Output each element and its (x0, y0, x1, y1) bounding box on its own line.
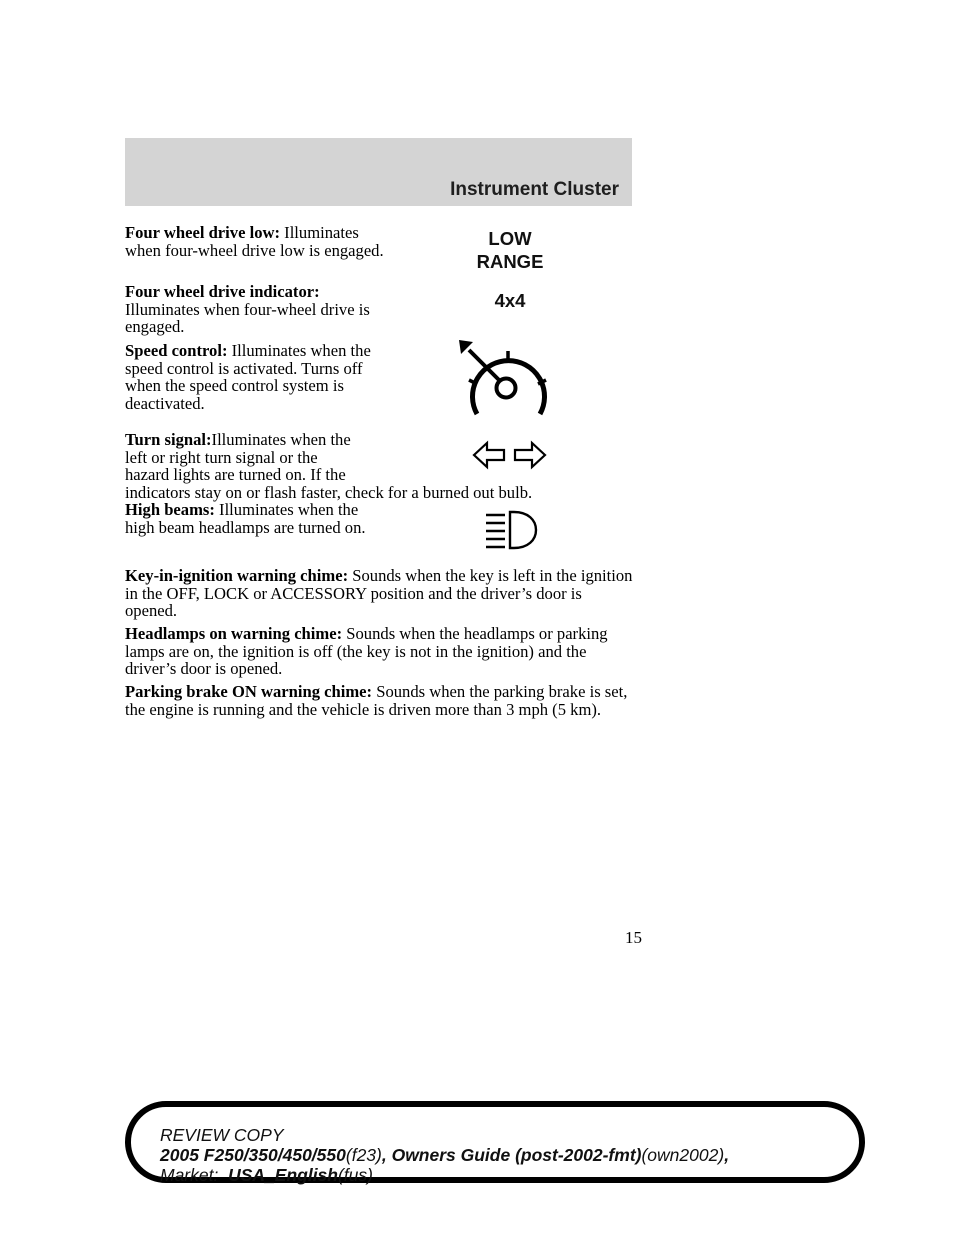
entry-four-wheel-drive-low (125, 224, 387, 259)
low-range-lamp-line2: RANGE (476, 251, 544, 272)
entry-text: Illuminates when four-wheel drive low is engaged. (125, 223, 384, 260)
entry-term: Speed control: (125, 341, 228, 360)
entry-term: Parking brake ON warning chime: (125, 682, 373, 701)
entry-text-line3: hazard lights are turned on. If the (125, 465, 346, 484)
entry-headlamps-on-chime (125, 625, 635, 678)
section-title: Instrument Cluster (450, 179, 619, 200)
right-arrow-icon (515, 443, 545, 467)
entry-text: Illuminates when four-wheel drive is engaged. (125, 299, 370, 336)
entry-text: Sounds when the headlamps or parking lamps are on, the ignition is off (the key is not in the ignition) and the driver’s door is opened. (125, 624, 608, 678)
high-beam-icon (484, 510, 540, 550)
entry-text: Sounds when the key is left in the ignition in the OFF, LOCK or ACCESSORY position and the driver’s door is opened. (125, 566, 633, 620)
footer-model-line (160, 1145, 729, 1165)
low-range-lamp (455, 227, 565, 273)
entry-text-line2: left or right turn signal or the (125, 447, 318, 467)
footer-trailing-comma: , (724, 1145, 730, 1165)
footer-market-label: Market: (160, 1165, 219, 1185)
footer-guide: , Owners Guide (post-2002-fmt) (381, 1145, 642, 1165)
entry-turn-signal (125, 431, 635, 501)
footer-review-copy: REVIEW COPY (160, 1125, 284, 1145)
low-range-lamp-line1: LOW (488, 228, 532, 249)
entry-term: Four wheel drive indicator: (125, 282, 320, 301)
left-arrow-icon (474, 443, 504, 467)
footer-market-code: (fus) (337, 1165, 373, 1185)
section-header-band (125, 138, 632, 206)
entry-text-line1: Illuminates when the (211, 430, 351, 449)
entry-term: Headlamps on warning chime: (125, 624, 343, 643)
review-copy-footer (160, 1125, 729, 1185)
footer-model: 2005 F250/350/450/550 (160, 1145, 346, 1165)
footer-market-line (160, 1165, 729, 1185)
four-by-four-lamp-text: 4x4 (494, 290, 526, 311)
entry-speed-control (125, 342, 387, 412)
entry-text: Illuminates when the speed control is activated. Turns off when the speed control system is deactivated. (125, 341, 371, 413)
entry-term: High beams: (125, 500, 215, 519)
entry-term: Turn signal: (125, 430, 212, 449)
page-number: 15 (625, 928, 642, 947)
entry-text: Illuminates when the high beam headlamps are turned on. (125, 500, 366, 537)
turn-signal-arrows-icon (472, 440, 547, 470)
entry-text-line4: indicators stay on or flash faster, check for a burned out bulb. (125, 482, 533, 502)
four-by-four-lamp (460, 289, 560, 312)
entry-text: Sounds when the parking brake is set, the engine is running and the vehicle is driven more than 3 mph (5 km). (125, 682, 628, 719)
speed-control-icon (455, 338, 550, 420)
footer-market: USA_English (228, 1165, 338, 1185)
footer-model-code: (f23) (345, 1145, 382, 1165)
entry-key-in-ignition-chime (125, 567, 635, 620)
entry-term: Key-in-ignition warning chime: (125, 566, 349, 585)
entry-parking-brake-chime (125, 683, 635, 718)
entry-four-wheel-drive-indicator (125, 283, 387, 336)
entry-term: Four wheel drive low: (125, 223, 281, 242)
footer-guide-code: (own2002) (641, 1145, 725, 1165)
entry-high-beams (125, 501, 387, 536)
